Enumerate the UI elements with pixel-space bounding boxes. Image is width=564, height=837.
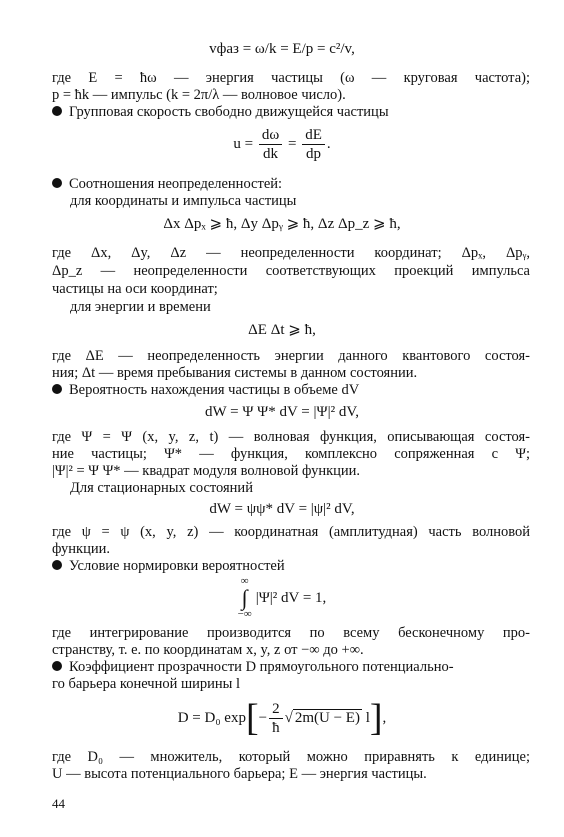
formula-stationary: dW = ψψ* dV = |ψ|² dV, (209, 501, 355, 517)
text-line: странству, т. е. по координатам x, y, z от −∞ до +∞. (52, 642, 364, 658)
text-line: где ψ = ψ (x, y, z) — координатная (амплитудная) часть волновой (52, 524, 530, 540)
integral-sign (238, 576, 252, 620)
formula-probability: dW = Ψ Ψ* dV = |Ψ|² dV, (205, 404, 359, 420)
bullet-icon (52, 560, 62, 570)
bullet-text: Условие нормировки вероятностей (69, 558, 285, 574)
text-line: U — высота потенциального барьера; E — энергия частицы. (52, 766, 427, 782)
page-number: 44 (52, 796, 65, 811)
left-bracket: [ (245, 697, 259, 739)
text-line: |Ψ|² = Ψ Ψ* — квадрат модуля волновой функции. (52, 463, 361, 479)
text-line: для координаты и импульса частицы (70, 193, 297, 209)
fraction (302, 126, 325, 163)
formula-part: − (258, 710, 268, 726)
formula-normalization (0, 576, 564, 620)
text-line: Для стационарных состояний (70, 480, 253, 496)
formula-part: |Ψ|² dV = 1, (255, 590, 327, 606)
bullet-item (52, 382, 530, 399)
text-line: го барьера конечной ширины l (52, 676, 241, 692)
formula-uncertainty-energy: ΔE Δt ⩾ ħ, (248, 322, 316, 338)
fraction-denominator: dk (263, 146, 279, 162)
formula-part: = (287, 135, 297, 152)
formula-uncertainty-coordinates: Δx Δpₓ ⩾ ħ, Δy Δpᵧ ⩾ ħ, Δz Δp_z ⩾ ħ, (163, 216, 401, 232)
text-line: частицы на оси координат; (52, 281, 218, 297)
bullet-item (52, 176, 530, 193)
bullet-item (52, 558, 530, 575)
formula-phase-velocity: vфаз = ω/k = E/p = c²/v, (209, 41, 355, 57)
bullet-item (52, 659, 530, 676)
text-line: где интегрирование производится по всему бесконечному про- (52, 625, 530, 641)
text-line: ния; Δt — время пребывания системы в данном состоянии. (52, 365, 418, 381)
integral-symbol: ∫ (241, 585, 248, 610)
fraction-numerator: dE (302, 126, 325, 145)
bullet-text: Коэффициент прозрачности D прямоугольного потенциально- (69, 659, 454, 675)
text-line: p = ħk — импульс (k = 2π/λ — волновое число). (52, 87, 346, 103)
bullet-icon (52, 661, 62, 671)
bullet-icon (52, 106, 62, 116)
bullet-text: Групповая скорость свободно движущейся частицы (69, 104, 389, 120)
bullet-icon (52, 384, 62, 394)
formula-part: u = (233, 135, 254, 152)
text-line: где D₀ — множитель, который можно приравнять к единице; (52, 749, 530, 765)
formula-part: D = D₀ exp (177, 710, 246, 726)
formula-transparency (0, 699, 564, 737)
bullet-text: Соотношения неопределенностей: (69, 176, 283, 192)
sqrt-sign: √ (284, 710, 293, 726)
integral-upper-limit: ∞ (240, 575, 249, 587)
integral-lower-limit: −∞ (237, 608, 252, 620)
sqrt-body: 2m(U − E) (294, 710, 360, 726)
fraction (269, 700, 283, 737)
text-line: ние частицы; Ψ* — функция, комплексно сопряженная с Ψ; (52, 446, 530, 462)
fraction-numerator: 2 (269, 700, 283, 719)
formula-part: , (382, 710, 387, 726)
formula-group-velocity (0, 126, 564, 163)
text-line: где Ψ = Ψ (x, y, z, t) — волновая функция, описывающая состоя- (52, 429, 530, 445)
formula-part: l (361, 710, 370, 726)
bullet-icon (52, 178, 62, 188)
text-line: для энергии и времени (70, 299, 211, 315)
bullet-item (52, 104, 530, 121)
bullet-text: Вероятность нахождения частицы в объеме dV (69, 382, 360, 398)
text-line: Δp_z — неопределенности соответствующих проекций импульса (52, 263, 530, 279)
formula-part: . (326, 135, 331, 152)
fraction-denominator: dp (306, 146, 322, 162)
fraction-numerator: dω (259, 126, 282, 145)
text-line: где Δx, Δy, Δz — неопределенности координат; Δpₓ, Δpᵧ, (52, 245, 530, 261)
text-line: функции. (52, 541, 110, 557)
text-line: где ΔE — неопределенность энергии данного квантового состоя- (52, 348, 530, 364)
text-line: где E = ħω — энергия частицы (ω — круговая частота); (52, 70, 530, 86)
fraction-denominator: ħ (272, 719, 280, 736)
right-bracket: ] (369, 697, 383, 739)
fraction (259, 126, 282, 163)
